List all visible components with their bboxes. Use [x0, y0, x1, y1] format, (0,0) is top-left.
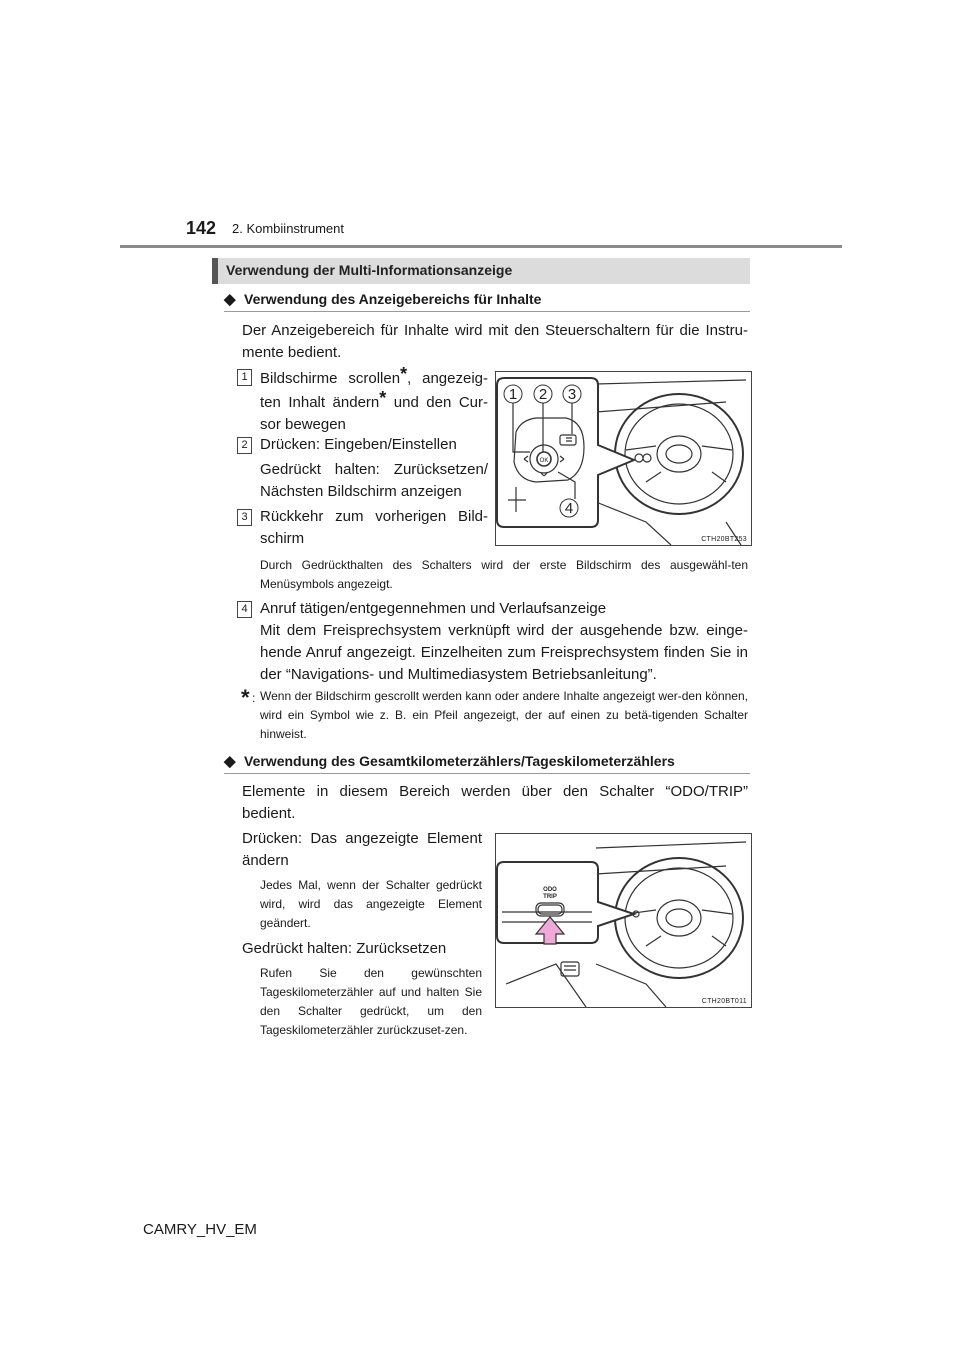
marker-3: 3 — [237, 509, 252, 526]
item-1-text — [260, 366, 488, 436]
steering-wheel-illustration — [496, 372, 751, 545]
section-title-bar — [212, 258, 750, 284]
odo-trip-illustration — [496, 834, 751, 1007]
item-3-text: Rückkehr zum vorherigen Bild-schirm — [260, 508, 488, 547]
odo-intro: Elemente in diesem Bereich werden über den Schalter “ODO/TRIP” bedient. — [242, 783, 748, 822]
figure-odo-trip-switch — [495, 833, 752, 1008]
asterisk-icon: * — [400, 364, 408, 384]
footer-model-code: CAMRY_HV_EM — [143, 1221, 257, 1238]
subsection-heading-odometer — [224, 752, 675, 770]
footnote-colon: : — [252, 691, 256, 705]
marker-1: 1 — [237, 369, 252, 386]
section-bar-accent — [212, 258, 218, 284]
subsection-heading-text: Verwendung des Anzeigebereichs für Inhalte — [244, 291, 542, 307]
hold-text: Gedrückt halten: Zurücksetzen — [242, 940, 447, 957]
callout-1: 1 — [508, 386, 518, 403]
ok-button-label: OK — [539, 458, 549, 464]
header-rule — [120, 245, 842, 248]
item-1-text-a: Bildschirme scrollen — [260, 370, 401, 387]
press-text: Drücken: Das angezeigte Element ändern — [242, 830, 482, 869]
item-4-line1: Anruf tätigen/entgegennehmen und Verlaufsanzeige — [260, 600, 607, 617]
footnote-asterisk-icon: * — [241, 685, 250, 710]
diamond-icon: ◆ — [224, 753, 236, 770]
figure-steering-switches — [495, 371, 752, 546]
marker-2: 2 — [237, 437, 252, 454]
subsection-rule — [224, 311, 750, 312]
item-2-line2: Gedrückt halten: Zurücksetzen/ Nächsten Bildschirm anzeigen — [260, 461, 488, 500]
page-number: 142 — [186, 218, 217, 238]
item-3-note: Durch Gedrückthalten des Schalters wird der erste Bildschirm des ausgewähl-ten Menüsymbols angezeigt. — [260, 558, 748, 591]
subsection-rule — [224, 773, 750, 774]
hold-note: Rufen Sie den gewünschten Tageskilometerzähler auf und halten Sie den Schalter gedrückt, um den Tageskilometerzähler zurückzuset-zen. — [260, 966, 482, 1037]
subsection-heading-text: Verwendung des Gesamtkilometerzählers/Tageskilometerzählers — [244, 753, 675, 769]
odo-label: ODO — [543, 887, 557, 893]
asterisk-icon: * — [379, 388, 387, 408]
item-2-line1: Drücken: Eingeben/Einstellen — [260, 436, 457, 453]
footnote-text: Wenn der Bildschirm gescrollt werden kann oder andere Inhalte angezeigt wer-den können, wird ein Symbol wie z. B. ein Pfeil angezeigt, der auf einen zu betä-tigenden Schalter hinweist. — [260, 689, 748, 741]
figure-code: CTH20BT011 — [701, 998, 747, 1005]
item-1-text-b: , angezeig-ten Inhalt ändern — [260, 370, 489, 411]
diamond-icon: ◆ — [224, 291, 236, 308]
chapter-title: 2. Kombiinstrument — [232, 221, 344, 236]
callout-4: 4 — [564, 500, 574, 517]
press-note: Jedes Mal, wenn der Schalter gedrückt wird, wird das angezeigte Element geändert. — [260, 878, 482, 930]
marker-4: 4 — [237, 601, 252, 618]
item-1-text-c: und den Cur-sor bewegen — [260, 394, 488, 433]
figure-code: CTH20BT253 — [701, 536, 747, 543]
item-4-text: Mit dem Freisprechsystem verknüpft wird der ausgehende bzw. einge-hende Anruf angezeigt. Einzelheiten zum Freisprechsystem finden Sie in der “Navigations- und Multimediasystem Betriebsanleitung”. — [260, 622, 748, 683]
subsection-heading-content-area — [224, 290, 541, 308]
intro-paragraph: Der Anzeigebereich für Inhalte wird mit den Steuerschaltern für die Instru-mente bedient. — [242, 322, 748, 361]
trip-label: TRIP — [543, 894, 557, 900]
section-title: Verwendung der Multi-Informationsanzeige — [226, 262, 513, 278]
callout-3: 3 — [567, 386, 577, 403]
callout-2: 2 — [538, 386, 548, 403]
